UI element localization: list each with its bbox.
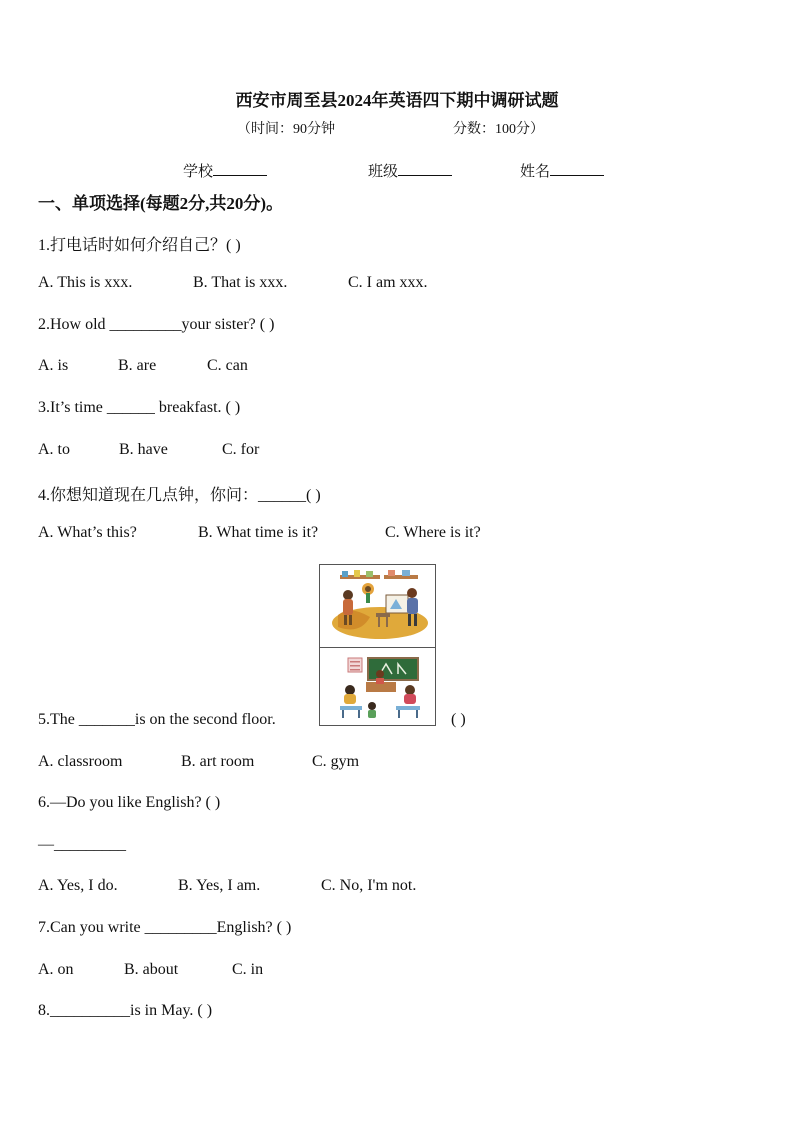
question-6-options (38, 877, 416, 895)
question-7-options (38, 961, 263, 979)
question-8: 8.__________is in May. ( ) (38, 1002, 213, 1019)
question-6-answer-line[interactable]: —_________ (38, 836, 126, 853)
name-blank[interactable] (550, 161, 604, 176)
option-b[interactable]: B. art room (181, 753, 255, 770)
option-a[interactable]: A. This is xxx. (38, 274, 133, 291)
section-title: 一、单项选择(每题2分,共20分)。 (38, 194, 284, 213)
question-1: 1.打电话时如何介绍自己？( ) (38, 237, 241, 254)
page-title: 西安市周至县2024年英语四下期中调研试题 (235, 91, 559, 110)
school-field (183, 160, 267, 181)
option-a[interactable]: A. classroom (38, 753, 123, 770)
exam-time: （时间：90分钟 (237, 122, 335, 137)
option-a[interactable]: A. Yes, I do. (38, 877, 118, 894)
option-b[interactable]: B. about (124, 961, 179, 978)
question-5-answer-paren[interactable]: ( ) (451, 711, 466, 728)
class-field (368, 160, 452, 181)
school-blank[interactable] (213, 161, 267, 176)
option-c[interactable]: C. I am xxx. (348, 274, 428, 291)
name-label: 姓名 (520, 164, 551, 180)
question-3-options (38, 441, 259, 459)
art-room-illustration (320, 565, 435, 647)
exam-score: 分数：100分） (453, 122, 544, 137)
option-b[interactable]: B. are (118, 357, 157, 374)
option-b[interactable]: B. What time is it? (198, 524, 319, 541)
question-5-options (38, 753, 359, 771)
name-field (520, 160, 604, 181)
option-a[interactable]: A. on (38, 961, 74, 978)
option-c[interactable]: C. in (232, 961, 264, 978)
class-label: 班级 (368, 164, 399, 180)
option-c[interactable]: C. gym (312, 753, 360, 770)
option-b[interactable]: B. That is xxx. (193, 274, 288, 291)
question-3: 3.It’s time ______ breakfast. ( ) (38, 399, 241, 416)
question-1-options (38, 274, 428, 292)
classroom-illustration (320, 648, 435, 725)
question-6: 6.—Do you like English? ( ) (38, 794, 221, 811)
option-c[interactable]: C. Where is it? (385, 524, 481, 541)
option-a[interactable]: A. to (38, 441, 70, 458)
question-4: 4.你想知道现在几点钟，你问：______( ) (38, 487, 321, 504)
question-5-picture (319, 564, 436, 726)
option-c[interactable]: C. for (222, 441, 260, 458)
question-2-options (38, 357, 248, 375)
class-blank[interactable] (398, 161, 452, 176)
question-5: 5.The _______is on the second floor. (38, 711, 276, 728)
option-b[interactable]: B. have (119, 441, 168, 458)
option-c[interactable]: C. No, I'm not. (321, 877, 417, 894)
option-b[interactable]: B. Yes, I am. (178, 877, 261, 894)
option-a[interactable]: A. is (38, 357, 69, 374)
question-7: 7.Can you write _________English? ( ) (38, 919, 292, 936)
question-2: 2.How old _________your sister? ( ) (38, 316, 275, 333)
option-c[interactable]: C. can (207, 357, 248, 374)
question-4-options (38, 524, 481, 542)
school-label: 学校 (183, 164, 214, 180)
option-a[interactable]: A. What’s this? (38, 524, 137, 541)
